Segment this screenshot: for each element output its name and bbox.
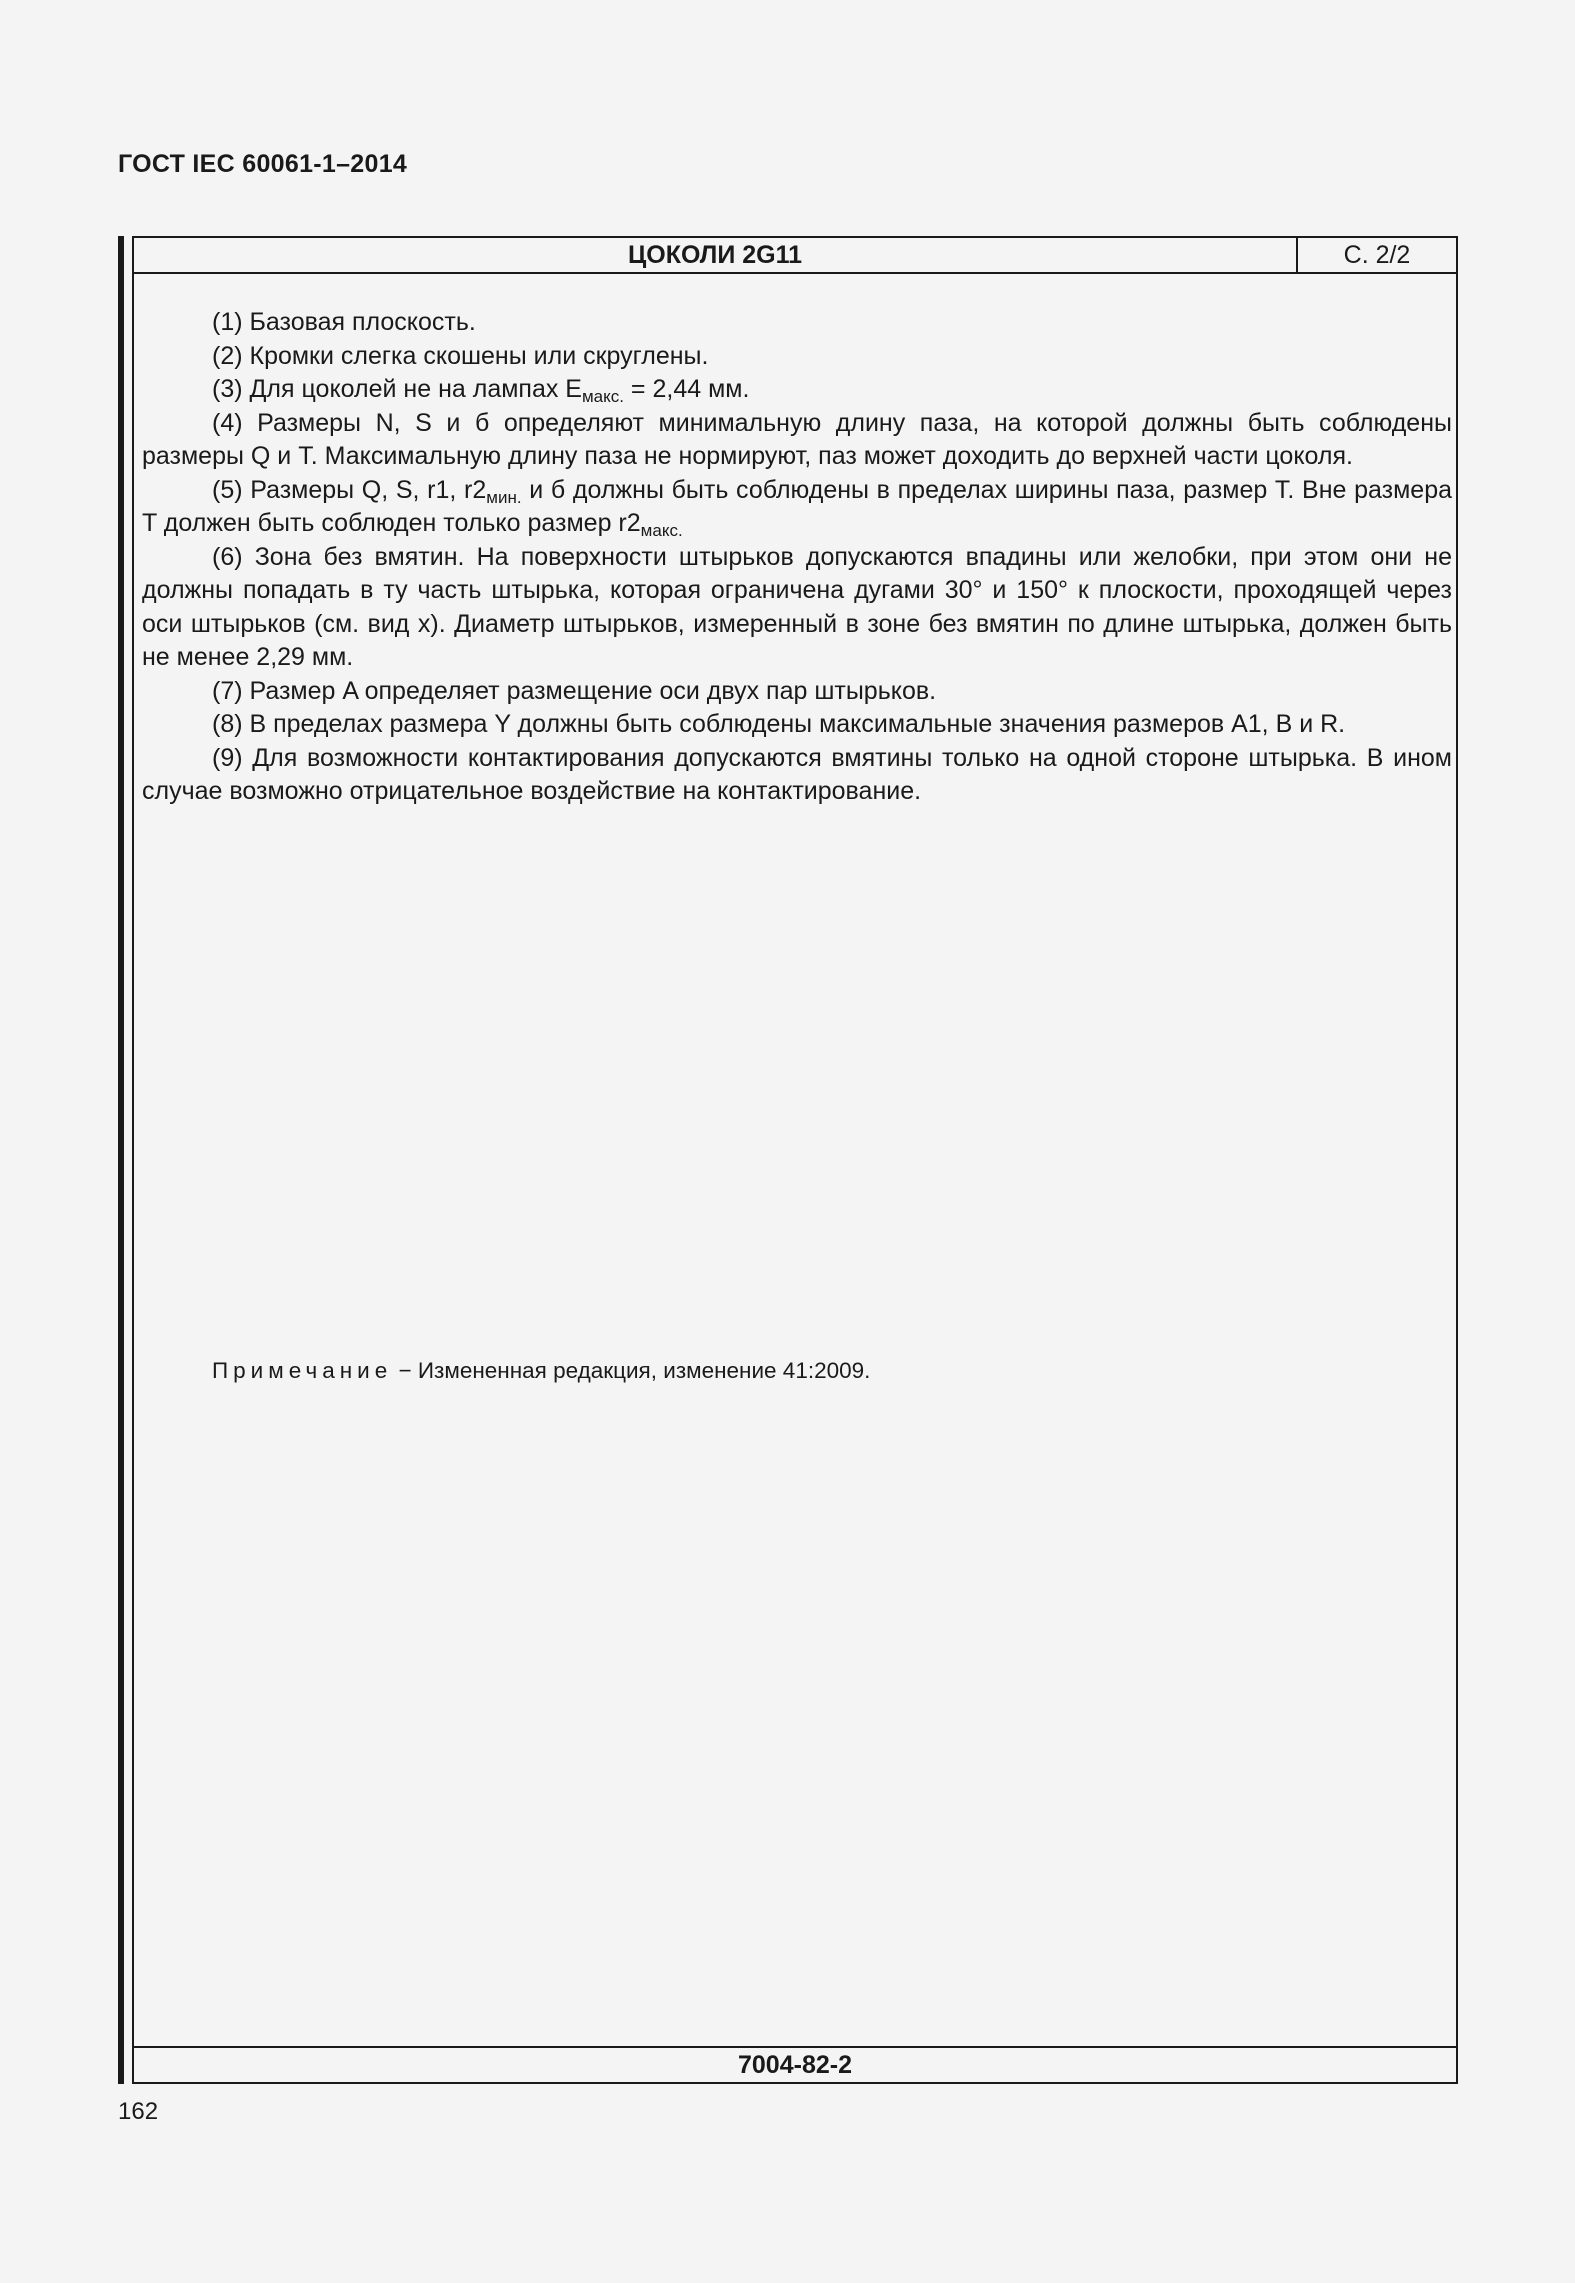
note-1: (1) Базовая плоскость. [212,308,476,336]
note-3-value: = 2,44 мм. [623,375,750,403]
sheet-title-row [134,238,1456,274]
note-9: (9) Для возможности контактирования допускаются вмятины только на одной стороне штырька. В ином случае возможно отрицательное воздействие на контактирование. [142,743,1452,805]
note-5-subscript-min: мин. [486,487,522,507]
standard-designation: ГОСТ IEC 60061-1–2014 [118,150,408,178]
page-number: 162 [118,2098,159,2125]
note-3 [142,373,1452,407]
notes-list [142,306,1452,809]
remark [212,1356,870,1386]
note-7: (7) Размер A определяет размещение оси двух пар штырьков. [212,676,937,705]
note-6: (6) Зона без вмятин. На поверхности штырьков допускаются впадины или желобки, при этом они не должны попадать в ту часть штырька, которая ограничена дугами 30° и 150° к плоскости, проходящей через оси штырьков (см. вид x). Диаметр штырьков, измеренный в зоне без вмятин по длине штырька, должен быть не менее 2,29 мм. [142,542,1452,671]
remark-label: Примечание [212,1358,393,1383]
left-margin-rule [118,236,124,2084]
note-5-subscript-max: макс. [640,521,683,540]
sheet-frame [132,236,1458,2084]
note-2: (2) Кромки слегка скошены или скруглены. [212,341,709,370]
remark-text: − Измененная редакция, изменение 41:2009. [392,1358,871,1383]
sheet-title: ЦОКОЛИ 2G11 [134,238,1298,272]
note-5 [142,474,1452,541]
sheet-page-indicator: С. 2/2 [1343,241,1411,269]
note-8: (8) В пределах размера Y должны быть соблюдены максимальные значения размеров A1, B и R. [212,710,1346,738]
note-3-subscript: макс. [581,387,624,406]
note-5-text-a: (5) Размеры Q, S, r1, r2 [212,475,487,504]
note-4: (4) Размеры N, S и б определяют минимальную длину паза, на которой должны быть соблюдены размеры Q и T. Максимальную длину паза не нормируют, паз может доходить до верхней части цоколя. [142,408,1452,470]
note-5-text-b: и б должны быть соблюдены в пределах ширины паза, размер T. Вне размера T должен быть соблюден только размер r2 [142,475,1453,537]
note-3-text: (3) Для цоколей не на лампах E [212,375,582,403]
sheet-code: 7004-82-2 [134,2046,1456,2082]
